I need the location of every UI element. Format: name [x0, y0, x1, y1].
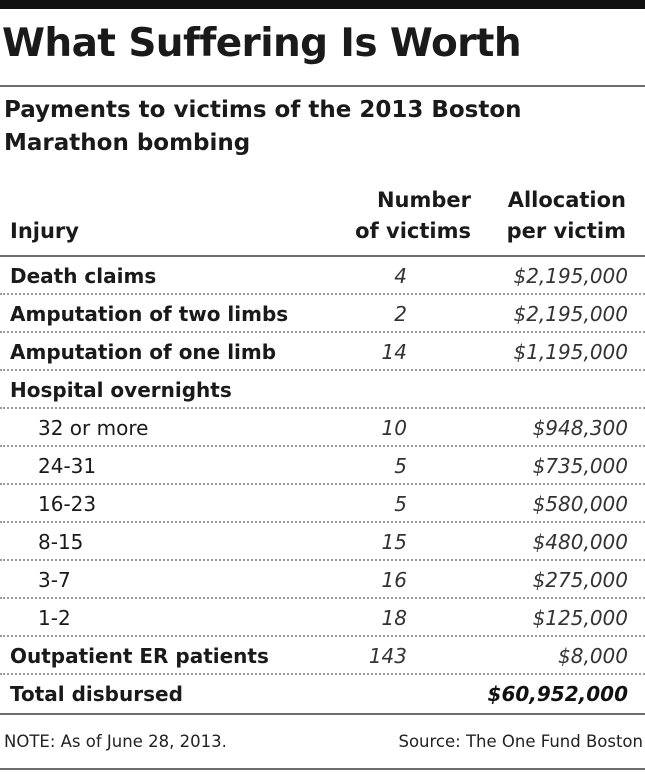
injury-label: Outpatient ER patients — [10, 644, 269, 668]
note: NOTE: As of June 28, 2013. — [4, 732, 227, 751]
injury-label: 16-23 — [38, 492, 97, 516]
allocation-value: $2,195,000 — [513, 264, 628, 288]
table-row — [0, 257, 645, 295]
victims-count: 15 — [381, 530, 407, 554]
bottom-divider — [0, 768, 645, 770]
header-number-line2: of victims — [355, 219, 471, 243]
source: Source: The One Fund Boston — [398, 732, 643, 751]
injury-label: Hospital overnights — [10, 378, 232, 402]
allocation-value: $948,300 — [532, 416, 628, 440]
victims-count: 5 — [394, 492, 407, 516]
table-row — [0, 675, 645, 713]
allocation-value: $480,000 — [532, 530, 628, 554]
allocation-value: $2,195,000 — [513, 302, 628, 326]
victims-count: 5 — [394, 454, 407, 478]
allocation-value: $735,000 — [532, 454, 628, 478]
table-row — [0, 599, 645, 637]
victims-count: 4 — [394, 264, 407, 288]
victims-count: 143 — [368, 644, 407, 668]
victims-count: 10 — [381, 416, 407, 440]
victims-count: 14 — [381, 340, 407, 364]
injury-label: Death claims — [10, 264, 157, 288]
table-row — [0, 485, 645, 523]
header-number-line1: Number — [376, 188, 471, 212]
header-number-of-victims — [355, 185, 471, 247]
header-allocation-line1: Allocation — [507, 188, 626, 212]
table-row — [0, 371, 645, 409]
table-row — [0, 523, 645, 561]
victims-count: 16 — [381, 568, 407, 592]
allocation-value: $1,195,000 — [513, 340, 628, 364]
header-allocation-per-victim — [507, 185, 626, 247]
injury-label: Total disbursed — [10, 682, 183, 706]
title-divider — [0, 85, 645, 87]
injury-label: 8-15 — [38, 530, 84, 554]
chart-subtitle: Payments to victims of the 2013 Boston Marathon bombing — [4, 97, 522, 156]
allocation-value: $60,952,000 — [487, 682, 628, 706]
injury-label: 3-7 — [38, 568, 71, 592]
table-row — [0, 447, 645, 485]
victims-count: 18 — [381, 606, 407, 630]
table-row — [0, 561, 645, 599]
allocation-value: $8,000 — [558, 644, 628, 668]
chart-title: What Suffering Is Worth — [2, 21, 521, 66]
injury-label: Amputation of one limb — [10, 340, 277, 364]
table-row — [0, 637, 645, 675]
allocation-value: $580,000 — [532, 492, 628, 516]
top-bar — [0, 0, 645, 9]
table-row — [0, 409, 645, 447]
header-allocation-line2: per victim — [506, 219, 626, 243]
allocation-value: $275,000 — [532, 568, 628, 592]
header-injury: Injury — [10, 219, 79, 243]
table-row — [0, 295, 645, 333]
injury-label: 24-31 — [38, 454, 97, 478]
total-divider — [0, 713, 645, 715]
allocation-value: $125,000 — [532, 606, 628, 630]
victims-count: 2 — [394, 302, 407, 326]
injury-label: 1-2 — [38, 606, 71, 630]
injury-label: 32 or more — [38, 416, 149, 440]
table-row — [0, 333, 645, 371]
payments-table-body — [0, 257, 645, 713]
injury-label: Amputation of two limbs — [10, 302, 289, 326]
